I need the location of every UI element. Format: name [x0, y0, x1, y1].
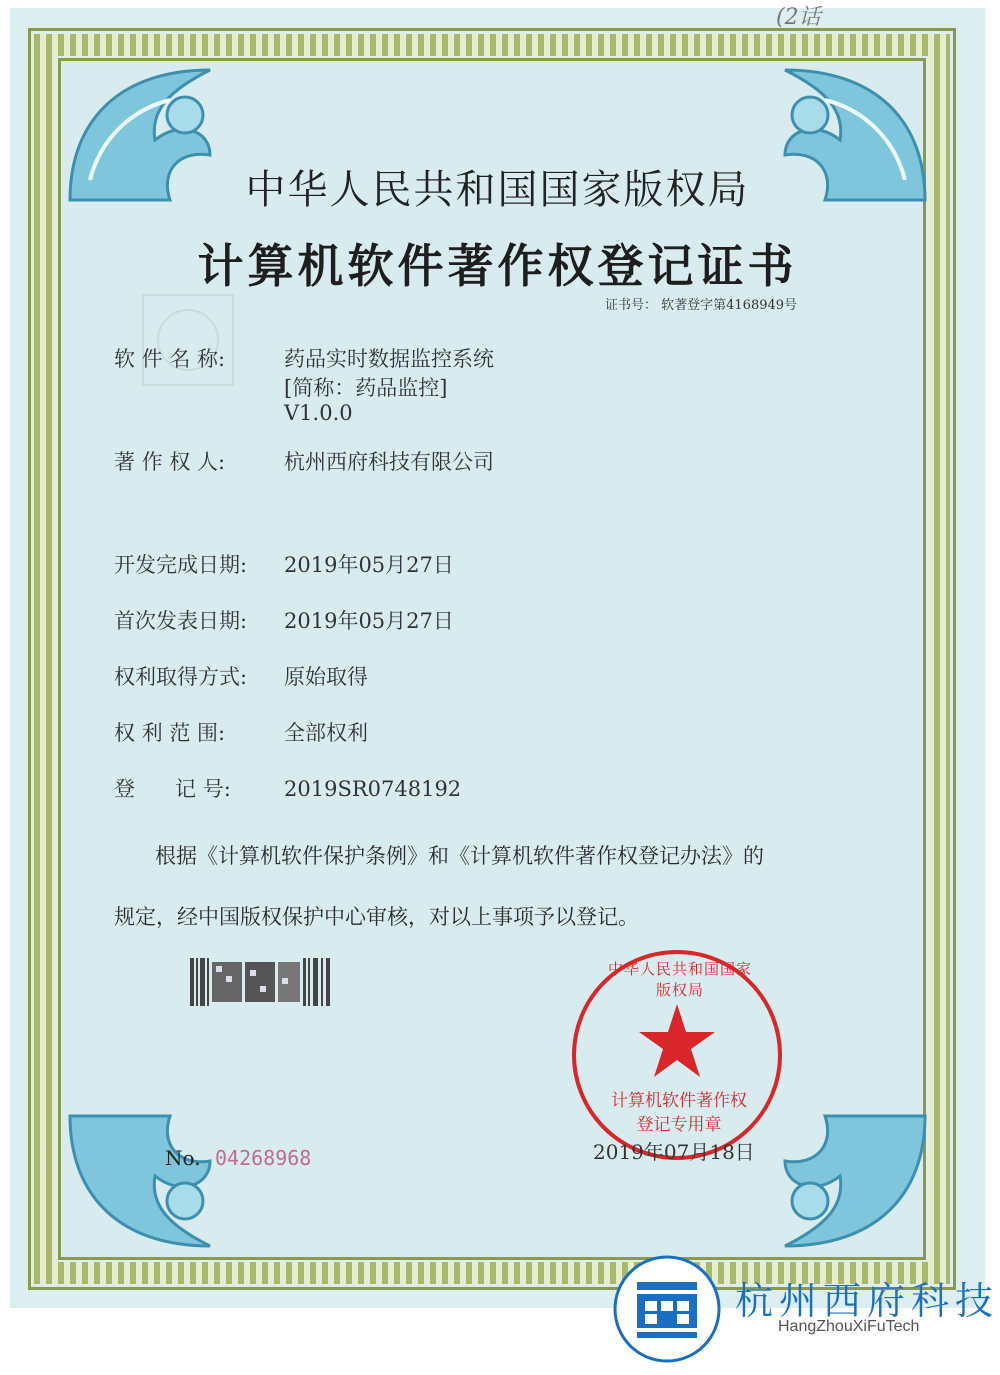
field-value: 2019SR0748192 — [284, 777, 462, 801]
certificate-sheet — [10, 8, 985, 1308]
field-short-name — [114, 372, 447, 402]
seal-line-2: 登记专用章 — [636, 1115, 722, 1135]
field-value: 原始取得 — [284, 665, 368, 689]
field-value: 全部权利 — [284, 721, 368, 745]
field-value: [简称：药品监控] — [284, 376, 448, 400]
field-software-name — [114, 343, 494, 373]
certificate-title: 计算机软件著作权登记证书 — [197, 239, 798, 293]
qr-barcode — [190, 958, 332, 1006]
field-copyright-owner — [114, 446, 494, 476]
field-dev-date — [114, 549, 454, 579]
field-value: 2019年05月27日 — [284, 553, 454, 577]
ornament-bottom-left — [60, 1106, 240, 1256]
certificate-number: 证书号： 软著登字第4168949号 — [605, 298, 798, 313]
field-acquisition — [114, 661, 368, 691]
statement-line-1: 根据《计算机软件保护条例》和《计算机软件著作权登记办法》的 — [155, 844, 764, 868]
field-label: 著 作 权 人: — [114, 450, 226, 474]
field-registration-no — [114, 773, 461, 803]
company-logo-icon — [612, 1254, 722, 1364]
field-value: 2019年05月27日 — [284, 609, 454, 633]
field-version — [114, 401, 353, 425]
field-label: 权利取得方式: — [114, 665, 248, 689]
issue-date: 2019年07月18日 — [593, 1140, 755, 1164]
field-value: V1.0.0 — [284, 401, 353, 425]
field-label: 首次发表日期: — [114, 609, 248, 633]
field-label: 登 记 号: — [114, 777, 231, 801]
field-scope — [114, 717, 368, 747]
field-label: 权 利 范 围: — [114, 721, 226, 745]
seal-line-1: 计算机软件著作权 — [611, 1091, 747, 1111]
seal-ring-text: 中华人民共和国国家版权局 — [607, 960, 752, 999]
serial-label: No. — [165, 1146, 201, 1170]
issuer-title: 中华人民共和国国家版权局 — [245, 167, 750, 213]
field-label: 开发完成日期: — [114, 553, 248, 577]
field-value: 药品实时数据监控系统 — [284, 347, 494, 371]
statement-line-2: 规定，经中国版权保护中心审核，对以上事项予以登记。 — [114, 905, 639, 929]
serial-number: 04268968 — [215, 1146, 312, 1170]
field-label: 软 件 名 称: — [114, 347, 226, 371]
field-publish-date — [114, 605, 454, 635]
field-value: 杭州西府科技有限公司 — [284, 450, 494, 474]
company-brand-english: HangZhouXiFuTech — [778, 1318, 920, 1335]
company-brand-name: 杭州西府科技 — [735, 1279, 1000, 1323]
handwritten-note: (2话 — [776, 5, 821, 30]
